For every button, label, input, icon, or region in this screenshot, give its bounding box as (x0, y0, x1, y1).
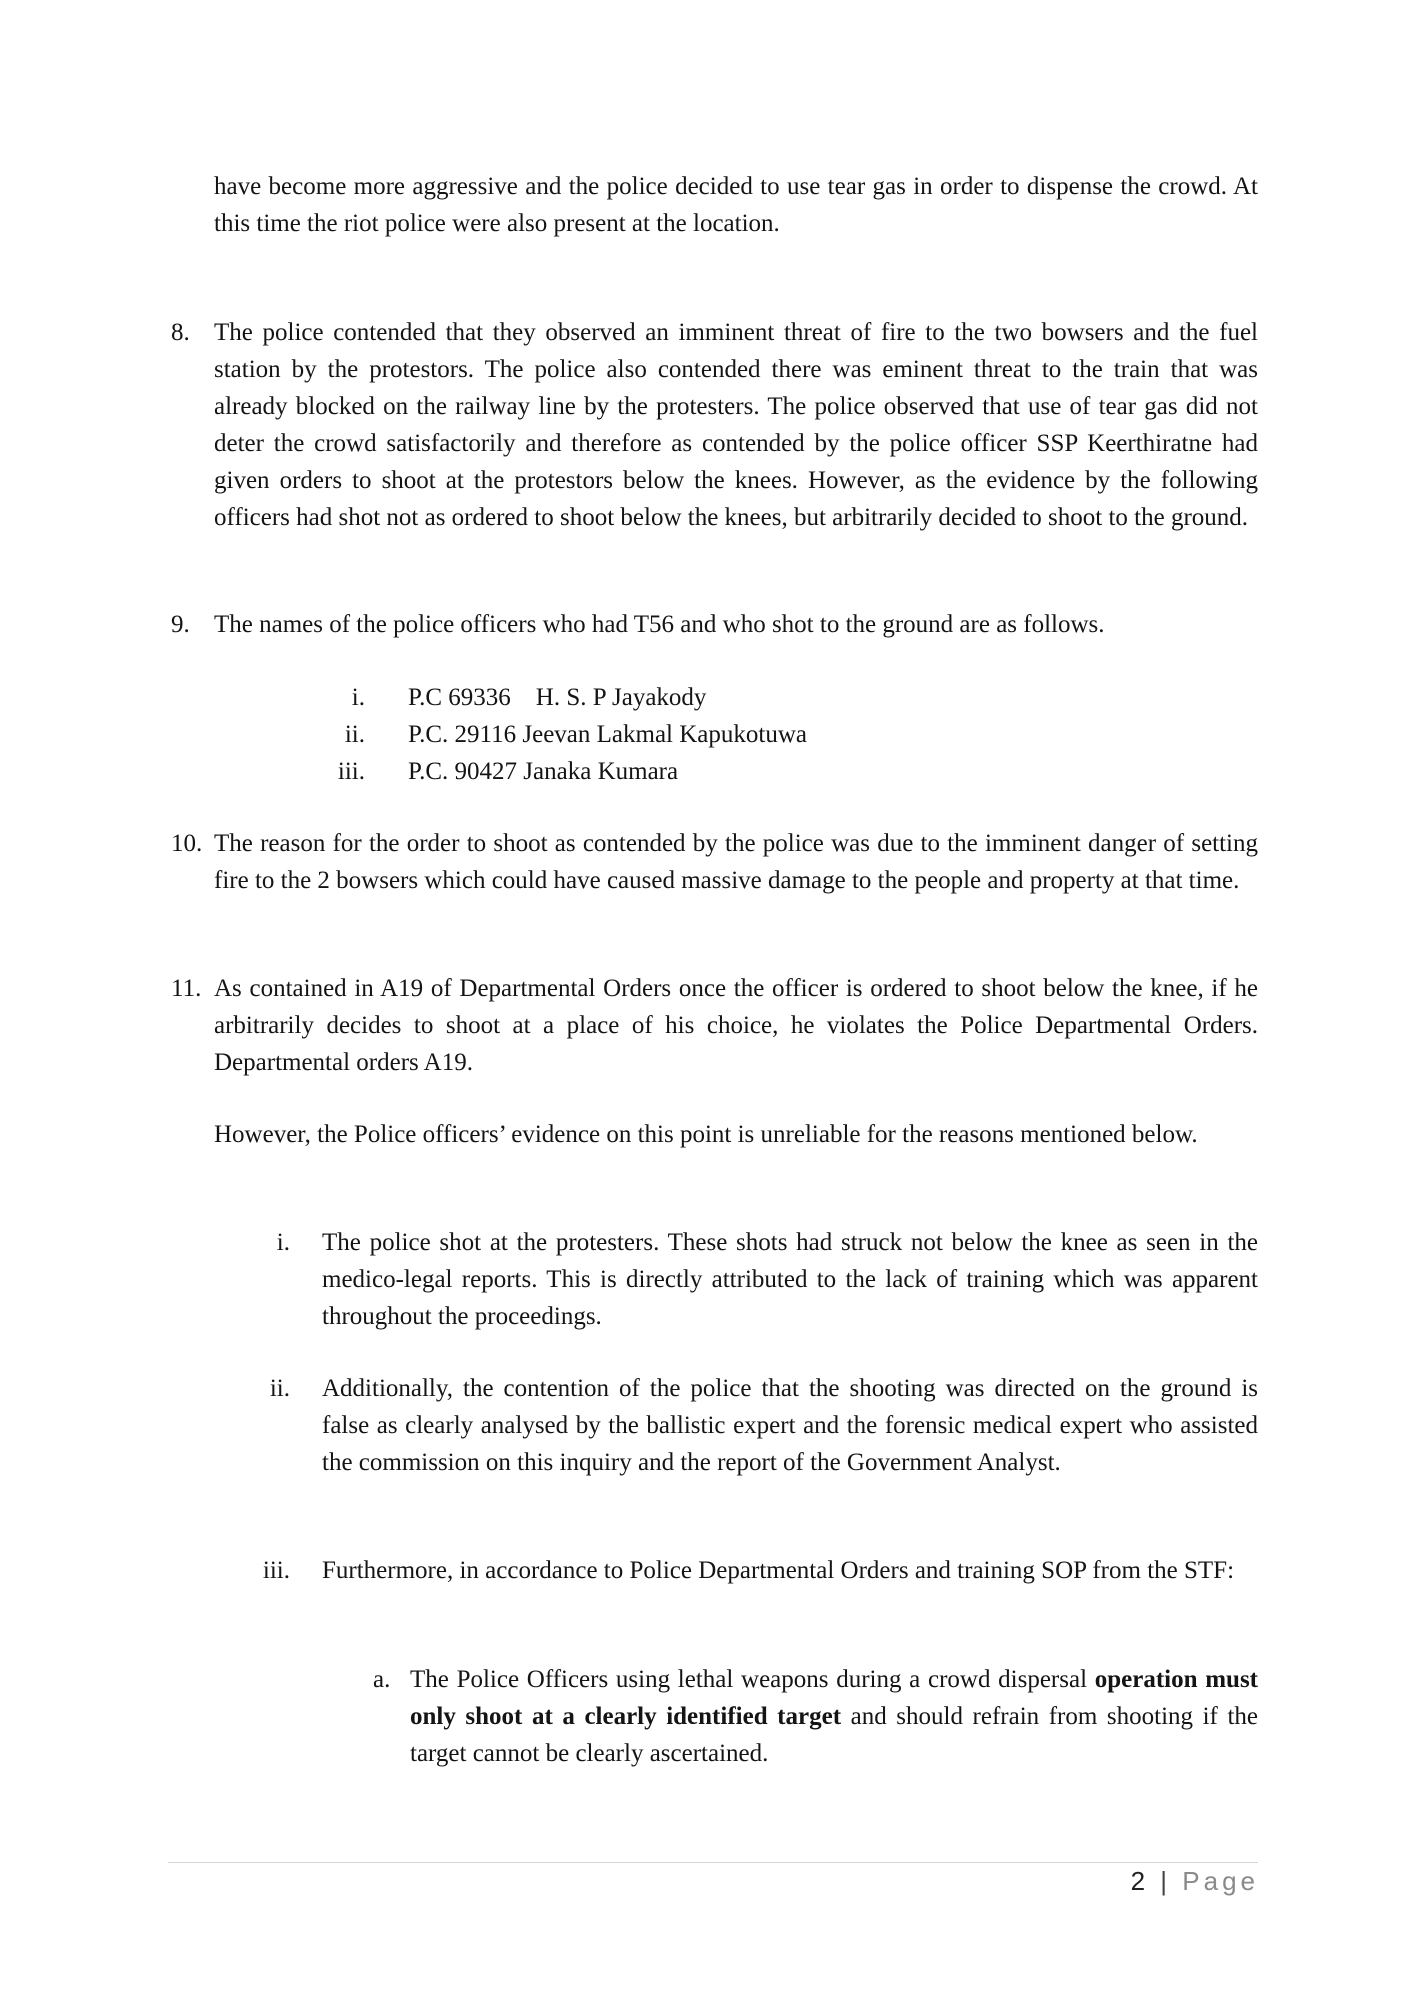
list-item (320, 679, 1020, 716)
paragraph-text: The names of the police officers who had T56 and who shot to the ground are as follows. (214, 611, 1105, 638)
officer-entry: P.C 69336 H. S. P Jayakody (408, 684, 707, 711)
page-number: 2 (1130, 1866, 1150, 1896)
footer-separator: | (1160, 1866, 1172, 1896)
list-marker: ii. (344, 721, 365, 748)
list-marker: ii. (269, 1375, 290, 1402)
reason-item (250, 1552, 1258, 1589)
sub-item-text-start: The Police Officers using lethal weapons during a crowd dispersal (410, 1666, 1095, 1693)
page-footer (1131, 1866, 1259, 1897)
list-item (320, 716, 1020, 753)
paragraph-text: The police contended that they observed an imminent threat of fire to the two bowsers and the fuel station by the protestors. The police also contended there was eminent threat to the train that was already blocked on the railway line by the protesters. The police observed that use of tear gas did not deter the crowd satisfactorily and therefore as contended by the police officer SSP Keerthiratne had given orders to shoot at the protestors below the knees. However, as the evidence by the following officers had shot not as ordered to shoot below the knees, but arbitrarily decided to shoot to the ground. (214, 319, 1258, 531)
paragraph-number: 8. (171, 319, 190, 346)
officer-list (320, 679, 1020, 790)
reason-item (250, 1370, 1258, 1481)
followup-paragraph: However, the Police officers’ evidence on this point is unreliable for the reasons mentioned below. (214, 1121, 1198, 1148)
paragraph-text: As contained in A19 of Departmental Orders once the officer is ordered to shoot below the knee, if he arbitrarily decides to shoot at a place of his choice, he violates the Police Departmental Orders. Departmental orders A19. (214, 975, 1258, 1076)
list-marker: iii. (337, 758, 365, 785)
intro-paragraph: have become more aggressive and the police decided to use tear gas in order to dispense the crowd. At this time the riot police were also present at the location. (214, 173, 1258, 237)
paragraph-8 (171, 314, 1258, 536)
footer-divider (168, 1862, 1258, 1863)
paragraph-number: 9. (171, 611, 190, 638)
reason-item (250, 1224, 1258, 1335)
officer-entry: P.C. 90427 Janaka Kumara (408, 758, 679, 785)
list-marker: i. (276, 1229, 290, 1256)
sub-item-a (373, 1661, 1258, 1772)
list-marker: a. (373, 1666, 391, 1693)
reason-text: Furthermore, in accordance to Police Departmental Orders and training SOP from the STF: (322, 1557, 1235, 1584)
sub-item-text (410, 1661, 1258, 1772)
paragraph-number: 11. (171, 975, 202, 1002)
list-marker: iii. (262, 1557, 290, 1584)
officer-entry: P.C. 29116 Jeevan Lakmal Kapukotuwa (408, 721, 807, 748)
list-item (320, 753, 1020, 790)
reason-text: The police shot at the protesters. These shots had struck not below the knee as seen in the medico-legal reports. This is directly attributed to the lack of training which was apparent throughout the proceedings. (322, 1229, 1258, 1330)
paragraph-9 (171, 606, 1258, 643)
page-label: Page (1182, 1866, 1259, 1896)
sub-item-text-end: and should refrain from shooting if the target cannot be clearly ascertained. (410, 1703, 1258, 1767)
reason-text: Additionally, the contention of the police that the shooting was directed on the ground is false as clearly analysed by the ballistic expert and the forensic medical expert who assisted the commission on this inquiry and the report of the Government Analyst. (322, 1375, 1258, 1476)
paragraph-10 (171, 825, 1258, 899)
list-marker: i. (351, 684, 365, 711)
emphasis-text: operation must only shoot at a clearly identified target (410, 1666, 1258, 1730)
paragraph-number: 10. (171, 830, 203, 857)
paragraph-11 (171, 970, 1258, 1081)
paragraph-text: The reason for the order to shoot as contended by the police was due to the imminent danger of setting fire to the 2 bowsers which could have caused massive damage to the people and property at that time. (214, 830, 1258, 894)
